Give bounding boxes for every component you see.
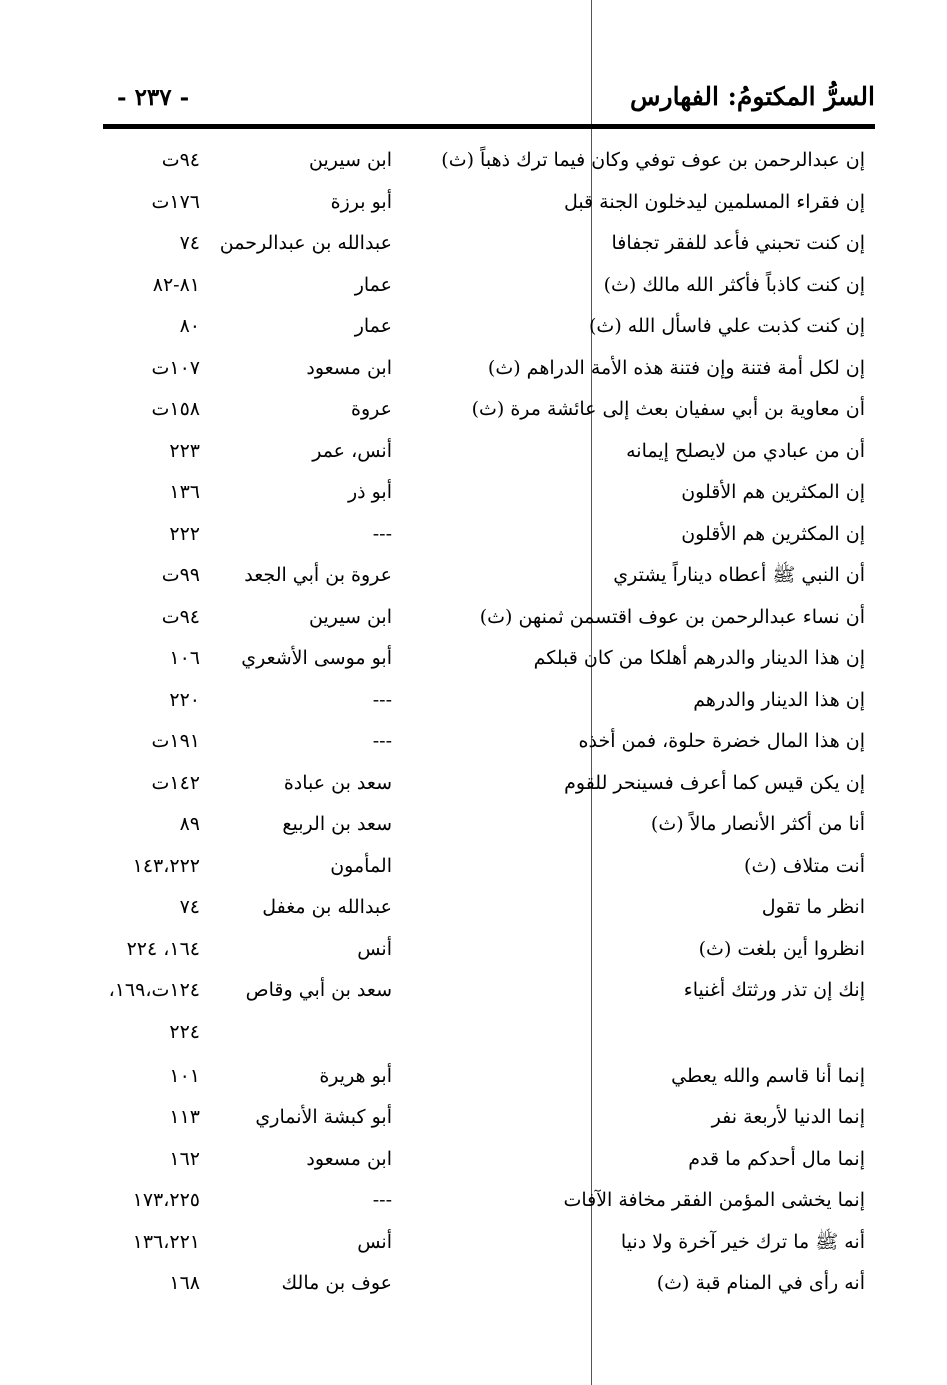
index-row	[0, 721, 947, 763]
page-reference: ١١٣	[169, 1106, 200, 1128]
hadith-text: أن معاوية بن أبي سفيان بعث إلى عائشة مرة (ث)	[471, 398, 865, 420]
index-row	[0, 348, 947, 390]
page-reference: ١٠١	[169, 1064, 200, 1087]
page-reference: ١٦٤، ٢٢٤	[126, 937, 200, 960]
hadith-text: إن المكثرين هم الأقلون	[681, 522, 865, 545]
index-row	[0, 140, 947, 182]
hadith-text: انظر ما تقول	[761, 896, 865, 918]
narrator: عمار	[354, 315, 392, 337]
hadith-text: أن نساء عبدالرحمن بن عوف اقتسمن ثمنهن (ث)	[479, 605, 865, 628]
index-row	[0, 1139, 947, 1181]
hadith-text: أنه ﷺ ما ترك خير آخرة ولا دنيا	[620, 1230, 865, 1253]
hadith-text: إن كنت تحبني فأعد للفقر تجفافا	[611, 232, 865, 254]
page-reference: ١٤٢ت	[151, 771, 200, 794]
page-reference: ١٧٦ت	[151, 190, 200, 213]
hadith-text: إن المكثرين هم الأقلون	[681, 481, 865, 503]
page-reference: ١٧٣،٢٢٥	[132, 1189, 200, 1211]
index-row	[0, 389, 947, 431]
narrator: أبو كبشة الأنماري	[255, 1106, 392, 1128]
page-reference: ٨٩	[179, 813, 200, 835]
page-reference: ٢٢٠	[169, 688, 200, 711]
narrator: عبدالله بن مغفل	[262, 896, 392, 918]
hadith-text: أنا من أكثر الأنصار مالاً (ث)	[650, 813, 865, 835]
header-rule	[103, 124, 875, 129]
narrator: المأمون	[330, 854, 392, 877]
index-row	[0, 1097, 947, 1139]
index-row	[0, 1180, 947, 1222]
narrator: ---	[372, 1189, 392, 1211]
index-row	[0, 929, 947, 971]
hadith-text: إنك إن تذر ورثتك أغنياء	[683, 979, 865, 1001]
narrator: ابن سيرين	[309, 149, 392, 171]
index-row	[0, 804, 947, 846]
page-reference: ١٦٨	[169, 1272, 200, 1294]
narrator: أنس	[357, 1230, 392, 1253]
hadith-text: إن لكل أمة فتنة وإن فتنة هذه الأمة الدراهم (ث)	[487, 356, 865, 379]
narrator: أبو هريرة	[319, 1064, 392, 1087]
hadith-text: إن كنت كاذباً فأكثر الله مالك (ث)	[603, 273, 865, 296]
index-row	[0, 763, 947, 805]
narrator: عروة	[351, 398, 392, 420]
page-number: - ٢٣٧ -	[117, 84, 190, 111]
narrator: أنس، عمر	[312, 439, 392, 462]
hadith-text: إنما يخشى المؤمن الفقر مخافة الآفات	[563, 1189, 865, 1211]
index-row	[0, 1222, 947, 1264]
page-reference: ١٠٦	[169, 647, 200, 669]
page-reference: ٨١-٨٢	[152, 273, 200, 296]
index-row	[0, 1263, 947, 1305]
index-row	[0, 555, 947, 597]
narrator: ---	[372, 522, 392, 545]
page-reference: ٧٤	[179, 232, 200, 254]
hadith-text: إنما أنا قاسم والله يعطي	[671, 1064, 865, 1087]
index-row	[0, 223, 947, 265]
index-row	[0, 597, 947, 639]
hadith-text: أن النبي ﷺ أعطاه ديناراً يشتري	[613, 564, 865, 586]
hadith-text: إن كنت كذبت علي فاسأل الله (ث)	[589, 315, 865, 337]
narrator: عروة بن أبي الجعد	[244, 564, 392, 586]
narrator: أبو موسى الأشعري	[241, 647, 392, 669]
hadith-text: إن هذا المال خضرة حلوة، فمن أخذه	[578, 730, 865, 752]
hadith-text: أنه رأى في المنام قبة (ث)	[656, 1272, 865, 1294]
page-reference: ١٦٢	[169, 1147, 200, 1170]
index-row	[0, 431, 947, 473]
narrator: عبدالله بن عبدالرحمن	[219, 232, 392, 254]
narrator: أنس	[357, 937, 392, 960]
page-reference: ٢٢٢	[169, 522, 200, 545]
index-row	[0, 514, 947, 556]
narrator: أبو برزة	[330, 190, 392, 213]
index-row	[0, 887, 947, 929]
narrator: ابن مسعود	[306, 356, 392, 379]
hadith-text: أنت متلاف (ث)	[744, 854, 865, 877]
page-reference: ١٢٤ت،١٦٩،	[108, 979, 200, 1001]
page-reference: ٧٤	[179, 896, 200, 918]
index-row	[0, 472, 947, 514]
narrator: سعد بن عبادة	[283, 771, 392, 794]
page-reference: ٩٤ت	[161, 149, 200, 171]
page-reference: ٩٩ت	[161, 564, 200, 586]
page-reference: ٢٢٣	[169, 439, 200, 462]
page-reference: ٨٠	[179, 315, 200, 337]
index-row	[0, 846, 947, 888]
hadith-text: إن عبدالرحمن بن عوف توفي وكان فيما ترك ذهباً (ث)	[441, 149, 865, 171]
narrator: ابن سيرين	[309, 605, 392, 628]
index-row	[0, 306, 947, 348]
narrator: ابن مسعود	[306, 1147, 392, 1170]
hadith-text: إن يكن قيس كما أعرف فسينحر للقوم	[564, 771, 865, 794]
index-row-continuation	[0, 1012, 947, 1052]
hadith-text: إنما الدنيا لأربعة نفر	[711, 1106, 865, 1128]
index-row	[0, 182, 947, 224]
narrator: ---	[372, 688, 392, 711]
page-reference: ١٣٦،٢٢١	[132, 1230, 200, 1253]
hadith-text: إنما مال أحدكم ما قدم	[688, 1147, 865, 1170]
hadith-text: إن فقراء المسلمين ليدخلون الجنة قبل	[563, 190, 865, 213]
index-row	[0, 970, 947, 1012]
page-reference: ١٩١ت	[151, 730, 200, 752]
index-row	[0, 638, 947, 680]
page-reference: ١٣٦	[169, 481, 200, 503]
page-reference: ١٤٣،٢٢٢	[132, 854, 200, 877]
index-row	[0, 680, 947, 722]
index-row	[0, 265, 947, 307]
hadith-text: إن هذا الدينار والدرهم أهلكا من كان قبلكم	[533, 647, 865, 669]
hadith-text: إن هذا الدينار والدرهم	[693, 688, 865, 711]
hadith-text: أن من عبادي من لايصلح إيمانه	[626, 439, 865, 462]
page-reference: ١٠٧ت	[151, 356, 200, 379]
narrator: سعد بن أبي وقاص	[245, 979, 392, 1001]
running-title: السرُّ المكتومُ: الفهارس	[630, 82, 875, 111]
page-reference: ٢٢٤	[169, 1020, 200, 1043]
narrator: عمار	[354, 273, 392, 296]
index-entries	[0, 140, 947, 1305]
page-reference: ٩٤ت	[161, 605, 200, 628]
narrator: ---	[372, 730, 392, 752]
page-header	[103, 82, 875, 124]
narrator: عوف بن مالك	[281, 1272, 392, 1294]
hadith-text: انظروا أين بلغت (ث)	[698, 937, 865, 960]
narrator: سعد بن الربيع	[282, 813, 392, 835]
index-row	[0, 1056, 947, 1098]
page-reference: ١٥٨ت	[151, 398, 200, 420]
narrator: أبو ذر	[347, 481, 392, 503]
